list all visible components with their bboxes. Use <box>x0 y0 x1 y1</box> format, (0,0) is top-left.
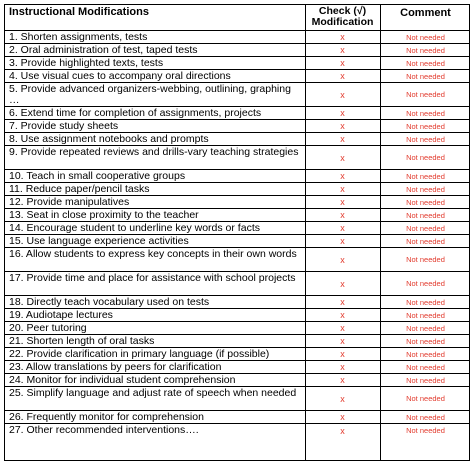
modification-text: 19. Audiotape lectures <box>9 309 113 321</box>
comment-text: Not needed <box>406 121 445 131</box>
table-row <box>5 183 469 196</box>
modification-text: 7. Provide study sheets <box>9 120 119 132</box>
check-mark: x <box>340 197 345 207</box>
modification-text: 14. Encourage student to underline key words or facts <box>9 222 260 234</box>
table-row <box>5 322 469 335</box>
comment-text: Not needed <box>406 58 445 68</box>
modification-text: 17. Provide time and place for assistance with school projects <box>9 272 296 284</box>
comment-text: Not needed <box>406 426 445 435</box>
check-mark: x <box>340 45 345 55</box>
check-mark: x <box>340 171 345 181</box>
modification-text: 12. Provide manipulatives <box>9 196 130 208</box>
comment-text: Not needed <box>406 171 445 181</box>
comment-text: Not needed <box>406 210 445 220</box>
check-mark: x <box>340 425 345 436</box>
table-row <box>5 107 469 120</box>
modification-text: 24. Monitor for individual student comprehension <box>9 374 236 386</box>
comment-text: Not needed <box>406 349 445 359</box>
table-row <box>5 170 469 183</box>
modification-text: 22. Provide clarification in primary language (if possible) <box>9 348 270 360</box>
modification-text: 16. Allow students to express key concepts in their own words <box>9 248 297 260</box>
check-mark: x <box>340 349 345 359</box>
check-mark: x <box>340 134 345 144</box>
table-row <box>5 146 469 170</box>
modification-text: 15. Use language experience activities <box>9 235 189 247</box>
comment-text: Not needed <box>406 375 445 385</box>
modification-text: 13. Seat in close proximity to the teacher <box>9 209 199 221</box>
table-row <box>5 411 469 424</box>
check-mark: x <box>340 71 345 81</box>
comment-text: Not needed <box>406 362 445 372</box>
table-row <box>5 70 469 83</box>
table-row <box>5 44 469 57</box>
table-row <box>5 235 469 248</box>
check-mark: x <box>340 412 345 422</box>
comment-text: Not needed <box>406 394 445 403</box>
check-mark: x <box>340 310 345 320</box>
comment-text: Not needed <box>406 153 445 162</box>
table-row <box>5 361 469 374</box>
comment-text: Not needed <box>406 310 445 320</box>
table-row <box>5 83 469 107</box>
column-divider <box>380 5 381 460</box>
modification-text: 20. Peer tutoring <box>9 322 87 334</box>
table-row <box>5 309 469 322</box>
modification-text: 21. Shorten length of oral tasks <box>9 335 155 347</box>
header-check-line2: Modification <box>311 16 374 28</box>
check-mark: x <box>340 223 345 233</box>
modification-text: 8. Use assignment notebooks and prompts <box>9 133 209 145</box>
table-row <box>5 348 469 361</box>
check-mark: x <box>340 393 345 404</box>
modification-text: 2. Oral administration of test, taped tests <box>9 44 198 56</box>
table-body <box>5 5 469 460</box>
header-check <box>305 5 380 30</box>
table-row <box>5 387 469 411</box>
comment-text: Not needed <box>406 412 445 422</box>
comment-text: Not needed <box>406 223 445 233</box>
comment-text: Not needed <box>406 236 445 246</box>
comment-text: Not needed <box>406 71 445 81</box>
comment-text: Not needed <box>406 336 445 346</box>
comment-text: Not needed <box>406 90 445 99</box>
table-row <box>5 133 469 146</box>
check-mark: x <box>340 336 345 346</box>
modification-text: 18. Directly teach vocabulary used on tests <box>9 296 210 308</box>
header-comment: Comment <box>400 7 451 19</box>
check-mark: x <box>340 362 345 372</box>
modification-text: 5. Provide advanced organizers-webbing, outlining, graphing … <box>9 83 291 106</box>
modification-text: 26. Frequently monitor for comprehension <box>9 411 204 423</box>
modification-text: 1. Shorten assignments, tests <box>9 31 148 43</box>
comment-text: Not needed <box>406 32 445 42</box>
table-row <box>5 296 469 309</box>
modification-text: 10. Teach in small cooperative groups <box>9 170 186 182</box>
table-row <box>5 374 469 387</box>
table-row <box>5 248 469 272</box>
modification-text: 4. Use visual cues to accompany oral directions <box>9 70 231 82</box>
comment-text: Not needed <box>406 297 445 307</box>
column-divider <box>305 5 306 460</box>
modification-text: 25. Simplify language and adjust rate of speech when needed <box>9 387 297 399</box>
header-modifications: Instructional Modifications <box>9 6 149 18</box>
table-row <box>5 209 469 222</box>
check-mark: x <box>340 184 345 194</box>
table-row <box>5 222 469 235</box>
comment-text: Not needed <box>406 279 445 288</box>
check-mark: x <box>340 323 345 333</box>
modification-text: 9. Provide repeated reviews and drills-vary teaching strategies <box>9 146 299 158</box>
check-mark: x <box>340 297 345 307</box>
check-mark: x <box>340 89 345 100</box>
comment-text: Not needed <box>406 255 445 264</box>
check-mark: x <box>340 58 345 68</box>
check-mark: x <box>340 152 345 163</box>
check-mark: x <box>340 210 345 220</box>
check-mark: x <box>340 375 345 385</box>
comment-text: Not needed <box>406 197 445 207</box>
check-mark: x <box>340 108 345 118</box>
table-row <box>5 31 469 44</box>
table-row <box>5 424 469 437</box>
comment-text: Not needed <box>406 134 445 144</box>
table-row <box>5 120 469 133</box>
table-row <box>5 272 469 296</box>
check-mark: x <box>340 236 345 246</box>
table-row <box>5 57 469 70</box>
modification-text: 11. Reduce paper/pencil tasks <box>9 183 150 195</box>
modification-text: 27. Other recommended interventions…. <box>9 424 199 436</box>
comment-text: Not needed <box>406 323 445 333</box>
check-mark: x <box>340 32 345 42</box>
check-mark: x <box>340 121 345 131</box>
modification-text: 3. Provide highlighted texts, tests <box>9 57 164 69</box>
header-check-line1: Check (√) <box>318 5 367 17</box>
modifications-table <box>4 4 470 461</box>
modification-text: 23. Allow translations by peers for clarification <box>9 361 222 373</box>
comment-text: Not needed <box>406 45 445 55</box>
header-row <box>5 5 469 31</box>
check-mark: x <box>340 278 345 289</box>
modification-text: 6. Extend time for completion of assignments, projects <box>9 107 262 119</box>
comment-text: Not needed <box>406 184 445 194</box>
comment-text: Not needed <box>406 108 445 118</box>
check-mark: x <box>340 254 345 265</box>
table-row <box>5 196 469 209</box>
table-row <box>5 335 469 348</box>
